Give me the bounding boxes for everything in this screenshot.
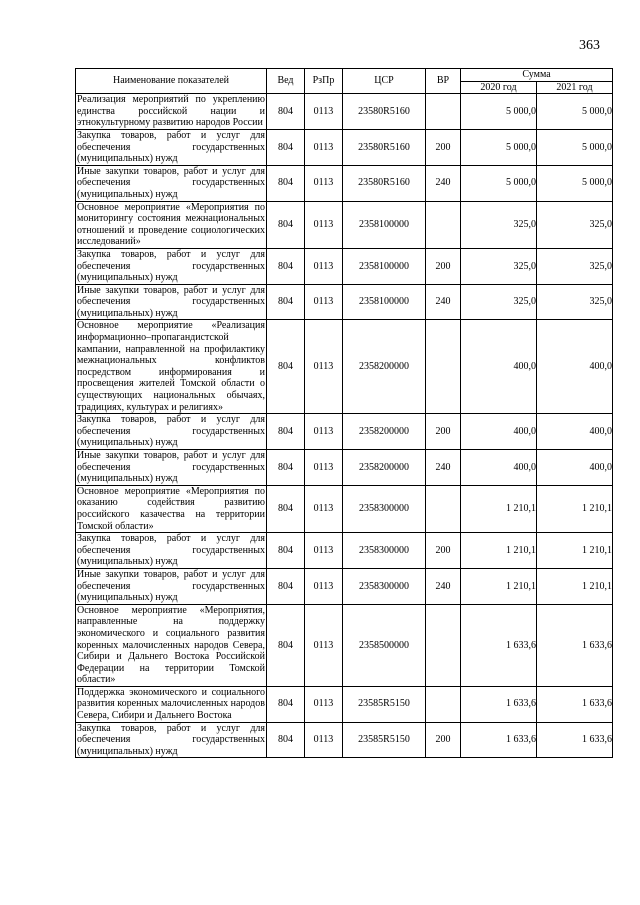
cell-2020: 1 633,6	[461, 722, 537, 758]
cell-name: Основное мероприятие «Реализация информационно–пропагандистской кампании, направленной на профилактику межнациональных конфликтов посредством информирования и просвещения жителей Томской области о существующих национальных обычаях, традициях, культурах и религиях»	[77, 320, 265, 413]
cell-2021: 400,0	[537, 450, 613, 486]
cell-vr	[426, 604, 461, 686]
cell-rzpr: 0113	[305, 450, 343, 486]
table-row	[76, 284, 613, 320]
table-row	[76, 722, 613, 758]
cell-2021: 1 210,1	[537, 533, 613, 569]
cell-csr: 23580R5160	[343, 94, 426, 130]
table-row	[76, 568, 613, 604]
cell-2020: 5 000,0	[461, 129, 537, 165]
cell-rzpr: 0113	[305, 129, 343, 165]
cell-2021: 5 000,0	[537, 165, 613, 201]
cell-2021: 5 000,0	[537, 94, 613, 130]
table-row	[76, 414, 613, 450]
cell-rzpr: 0113	[305, 248, 343, 284]
cell-ved: 804	[267, 201, 305, 248]
cell-2020: 400,0	[461, 450, 537, 486]
cell-name: Основное мероприятие «Мероприятия, направленные на поддержку экономического и социального развития коренных малочисленных народов Севера, Сибири и Дальнего Востока Российской Федерации на территории Томской области»	[77, 604, 265, 686]
cell-csr: 2358100000	[343, 284, 426, 320]
cell-vr: 200	[426, 533, 461, 569]
cell-2020: 325,0	[461, 248, 537, 284]
table-row	[76, 604, 613, 686]
page-number: 363	[579, 38, 600, 53]
cell-csr: 2358200000	[343, 320, 426, 414]
cell-2021: 1 633,6	[537, 686, 613, 722]
cell-ved: 804	[267, 568, 305, 604]
cell-name: Иные закупки товаров, работ и услуг для обеспечения государственных (муниципальных) нужд	[77, 450, 265, 485]
cell-vr: 240	[426, 450, 461, 486]
cell-2021: 325,0	[537, 284, 613, 320]
cell-rzpr: 0113	[305, 201, 343, 248]
cell-2021: 1 210,1	[537, 568, 613, 604]
cell-name: Закупка товаров, работ и услуг для обеспечения государственных (муниципальных) нужд	[77, 722, 265, 757]
cell-rzpr: 0113	[305, 568, 343, 604]
cell-2021: 325,0	[537, 201, 613, 248]
cell-name: Иные закупки товаров, работ и услуг для обеспечения государственных (муниципальных) нужд	[77, 165, 265, 200]
cell-vr: 240	[426, 568, 461, 604]
cell-ved: 804	[267, 129, 305, 165]
cell-name: Основное мероприятие «Мероприятия по оказанию содействия развитию российского казачества на территории Томской области»	[77, 485, 265, 532]
cell-vr: 240	[426, 284, 461, 320]
cell-vr	[426, 94, 461, 130]
cell-ved: 804	[267, 485, 305, 532]
cell-name: Реализация мероприятий по укреплению единства российской нации и этнокультурному развитию народов России	[77, 94, 265, 129]
table-row	[76, 533, 613, 569]
cell-rzpr: 0113	[305, 604, 343, 686]
cell-name: Закупка товаров, работ и услуг для обеспечения государственных (муниципальных) нужд	[77, 129, 265, 165]
cell-2020: 1 210,1	[461, 568, 537, 604]
table-row	[76, 686, 613, 722]
cell-name: Основное мероприятие «Мероприятия по мониторингу состояния межнациональных отношений и проведение социологических исследований»	[77, 201, 265, 248]
cell-csr: 2358300000	[343, 485, 426, 532]
header-2021: 2021 год	[537, 81, 613, 94]
cell-vr: 200	[426, 722, 461, 758]
cell-rzpr: 0113	[305, 284, 343, 320]
cell-csr: 2358200000	[343, 414, 426, 450]
cell-ved: 804	[267, 414, 305, 450]
cell-2020: 1 210,1	[461, 533, 537, 569]
cell-csr: 2358200000	[343, 450, 426, 486]
cell-vr	[426, 320, 461, 414]
cell-2021: 1 633,6	[537, 722, 613, 758]
cell-csr: 2358300000	[343, 533, 426, 569]
cell-2021: 325,0	[537, 248, 613, 284]
cell-name: Закупка товаров, работ и услуг для обеспечения государственных (муниципальных) нужд	[77, 248, 265, 284]
cell-rzpr: 0113	[305, 533, 343, 569]
cell-rzpr: 0113	[305, 414, 343, 450]
cell-csr: 23580R5160	[343, 129, 426, 165]
cell-csr: 23585R5150	[343, 686, 426, 722]
cell-vr	[426, 201, 461, 248]
cell-name: Закупка товаров, работ и услуг для обеспечения государственных (муниципальных) нужд	[77, 414, 265, 449]
cell-rzpr: 0113	[305, 94, 343, 130]
cell-name: Закупка товаров, работ и услуг для обеспечения государственных (муниципальных) нужд	[77, 533, 265, 568]
cell-vr	[426, 485, 461, 532]
cell-rzpr: 0113	[305, 722, 343, 758]
cell-2021: 1 210,1	[537, 485, 613, 532]
header-vr: ВР	[426, 69, 461, 94]
cell-ved: 804	[267, 94, 305, 130]
cell-2021: 5 000,0	[537, 129, 613, 165]
cell-ved: 804	[267, 165, 305, 201]
table-row	[76, 201, 613, 248]
cell-2020: 325,0	[461, 201, 537, 248]
cell-ved: 804	[267, 533, 305, 569]
cell-rzpr: 0113	[305, 320, 343, 414]
cell-name: Иные закупки товаров, работ и услуг для обеспечения государственных (муниципальных) нужд	[77, 284, 265, 319]
cell-csr: 23580R5160	[343, 165, 426, 201]
cell-2020: 325,0	[461, 284, 537, 320]
cell-2020: 1 633,6	[461, 604, 537, 686]
cell-2020: 1 633,6	[461, 686, 537, 722]
cell-vr: 240	[426, 165, 461, 201]
cell-csr: 23585R5150	[343, 722, 426, 758]
cell-ved: 804	[267, 320, 305, 414]
cell-rzpr: 0113	[305, 165, 343, 201]
header-rzpr: РзПр	[305, 69, 343, 94]
cell-ved: 804	[267, 450, 305, 486]
cell-2020: 400,0	[461, 414, 537, 450]
table-row	[76, 165, 613, 201]
cell-vr: 200	[426, 248, 461, 284]
cell-csr: 2358100000	[343, 248, 426, 284]
budget-table	[75, 68, 613, 758]
cell-csr: 2358500000	[343, 604, 426, 686]
table-row	[76, 248, 613, 284]
cell-name: Иные закупки товаров, работ и услуг для обеспечения государственных (муниципальных) нужд	[77, 568, 265, 604]
cell-ved: 804	[267, 686, 305, 722]
cell-vr	[426, 686, 461, 722]
table-row	[76, 450, 613, 486]
cell-2021: 1 633,6	[537, 604, 613, 686]
cell-csr: 2358100000	[343, 201, 426, 248]
cell-2021: 400,0	[537, 320, 613, 414]
table-row	[76, 94, 613, 130]
header-name: Наименование показателей	[76, 69, 267, 94]
cell-vr: 200	[426, 129, 461, 165]
cell-csr: 2358300000	[343, 568, 426, 604]
cell-vr: 200	[426, 414, 461, 450]
cell-ved: 804	[267, 722, 305, 758]
header-2020: 2020 год	[461, 81, 537, 94]
cell-rzpr: 0113	[305, 485, 343, 532]
cell-2020: 400,0	[461, 320, 537, 414]
cell-rzpr: 0113	[305, 686, 343, 722]
cell-name: Поддержка экономического и социального развития коренных малочисленных народов Севера, Сибири и Дальнего Востока	[77, 686, 265, 722]
table-row	[76, 320, 613, 414]
cell-ved: 804	[267, 284, 305, 320]
header-ved: Вед	[267, 69, 305, 94]
cell-2020: 1 210,1	[461, 485, 537, 532]
table-row	[76, 129, 613, 165]
cell-ved: 804	[267, 604, 305, 686]
cell-2021: 400,0	[537, 414, 613, 450]
table-body	[76, 94, 613, 758]
header-csr: ЦСР	[343, 69, 426, 94]
cell-2020: 5 000,0	[461, 94, 537, 130]
cell-ved: 804	[267, 248, 305, 284]
header-sum: Сумма	[461, 69, 613, 82]
cell-2020: 5 000,0	[461, 165, 537, 201]
table-header	[76, 69, 613, 94]
table-row	[76, 485, 613, 532]
